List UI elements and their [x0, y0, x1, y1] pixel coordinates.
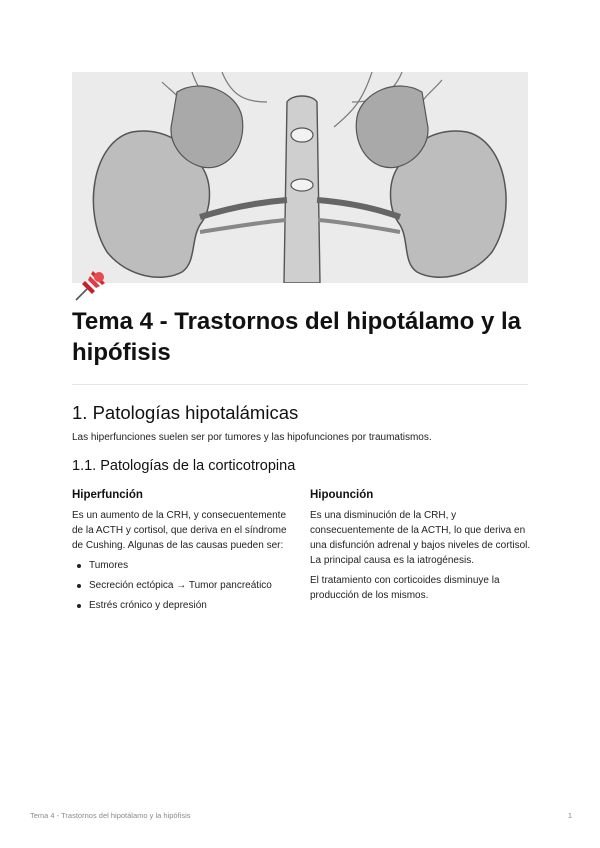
section-heading: 1. Patologías hipotalámicas — [72, 402, 299, 423]
list-item-text: Estrés crónico y depresión — [89, 600, 207, 611]
list-item — [72, 598, 294, 613]
pushpin-icon — [72, 266, 110, 304]
hyperfunction-column — [72, 488, 294, 618]
list-item-text: Tumores — [89, 560, 129, 571]
causes-list — [72, 558, 294, 613]
hypofunction-paragraph: Es una disminución de la CRH, y consecuentemente de la ACTH, lo que deriva en una disfunción adrenal y bajos niveles de cortisol. La principal causa es la iatrogénesis. — [310, 510, 531, 566]
subsection-heading: 1.1. Patologías de la corticotropina — [72, 458, 296, 474]
hypofunction-column — [310, 488, 532, 608]
treatment-paragraph: El tratamiento con corticoides disminuye la producción de los mismos. — [310, 575, 500, 601]
adrenal-kidney-illustration — [72, 72, 528, 283]
page-number: 1 — [567, 811, 572, 820]
list-item-text: Secreción ectópica → Tumor pancreático — [89, 580, 272, 591]
hyperfunction-paragraph: Es un aumento de la CRH, y consecuentemente de la ACTH y cortisol, que deriva en el síndrome de Cushing. Algunas de las causas pueden ser: — [72, 510, 287, 551]
hypofunction-heading: Hipounción — [310, 489, 374, 501]
bullet-icon — [77, 604, 81, 608]
section-intro: Las hiperfunciones suelen ser por tumores y las hipofunciones por traumatismos. — [72, 432, 432, 443]
list-item — [72, 578, 294, 593]
divider — [72, 384, 528, 385]
list-item — [72, 558, 294, 573]
hyperfunction-heading: Hiperfunción — [72, 489, 143, 501]
page-title: Tema 4 - Trastornos del hipotálamo y la hipófisis — [72, 308, 522, 366]
bullet-icon — [77, 584, 81, 588]
footer-title: Tema 4 - Trastornos del hipotálamo y la hipófisis — [30, 811, 191, 820]
cover-image — [72, 72, 528, 283]
bullet-icon — [77, 564, 81, 568]
